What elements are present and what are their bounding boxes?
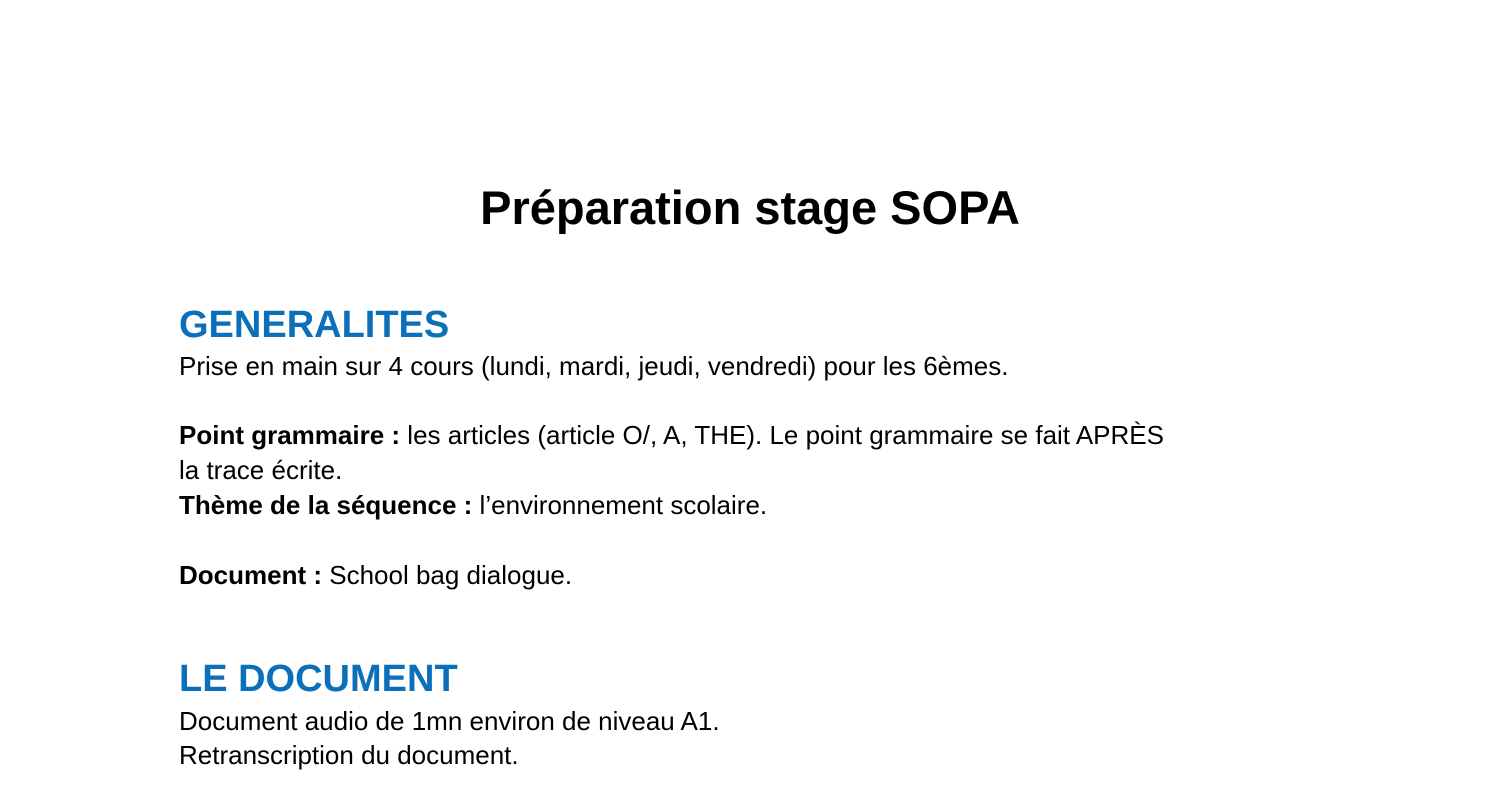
- document-line: [179, 558, 572, 592]
- document-label: Document :: [179, 560, 322, 590]
- page-title: Préparation stage SOPA: [480, 181, 1020, 234]
- theme-label: Thème de la séquence :: [179, 490, 473, 520]
- document-text: School bag dialogue.: [322, 560, 573, 590]
- section-heading-generalites: GENERALITES: [179, 304, 450, 346]
- document-transcription: Retranscription du document.: [179, 740, 519, 770]
- theme-text: l’environnement scolaire.: [472, 490, 768, 520]
- document-description: Document audio de 1mn environ de niveau A1.: [179, 706, 720, 736]
- section-heading-le-document: LE DOCUMENT: [179, 658, 458, 700]
- intro-text: Prise en main sur 4 cours (lundi, mardi, jeudi, vendredi) pour les 6èmes.: [179, 351, 1009, 381]
- sequence-theme: [179, 488, 767, 522]
- grammar-text-continued: la trace écrite.: [179, 455, 343, 485]
- grammar-label: Point grammaire :: [179, 420, 401, 450]
- grammar-text: les articles (article O/, A, THE). Le point grammaire se fait APRÈS: [400, 420, 1164, 450]
- grammar-point: [179, 418, 1164, 452]
